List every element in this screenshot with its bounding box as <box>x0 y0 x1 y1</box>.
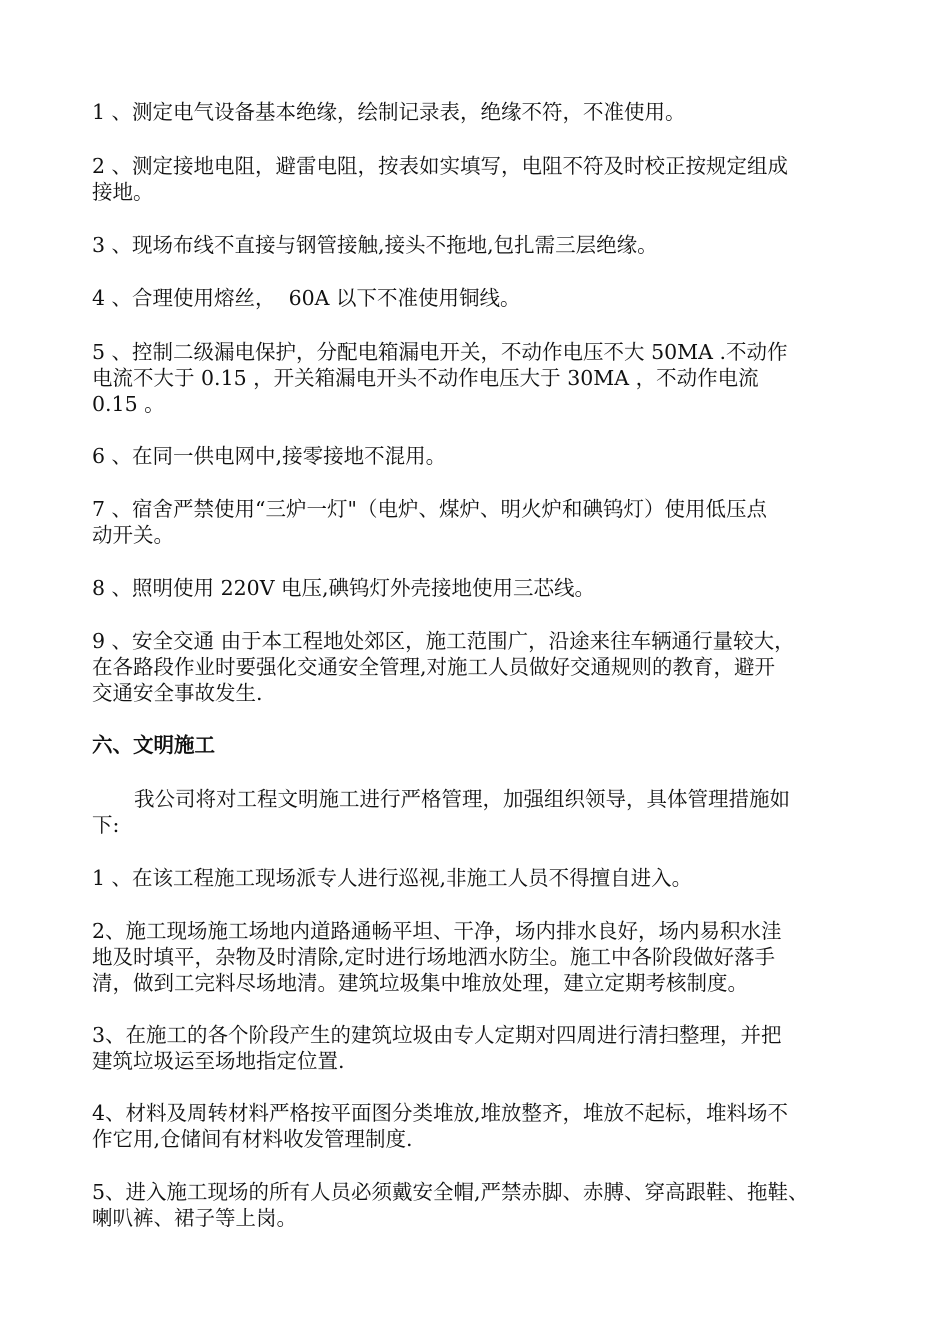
text-line: 4 、合理使用熔丝， 60A 以下不准使用铜线。 <box>92 286 521 310</box>
section-heading <box>92 732 867 758</box>
text-line: 交通安全事故发生. <box>92 681 263 705</box>
text-line: 5 、控制二级漏电保护，分配电箱漏电开关，不动作电压不大 50MA .不动作 <box>92 340 788 364</box>
list-item <box>92 153 867 205</box>
list-item <box>92 1179 867 1231</box>
list-item <box>92 285 867 311</box>
text-line: 2、施工现场施工场地内道路通畅平坦、干净，场内排水良好，场内易积水洼 <box>92 919 782 943</box>
text-line: 动开关。 <box>92 523 174 547</box>
list-item <box>92 99 867 125</box>
text-line: 喇叭裤、裙子等上岗。 <box>92 1206 297 1230</box>
text-line: 5、进入施工现场的所有人员必须戴安全帽,严禁赤脚、赤膊、穿高跟鞋、拖鞋、 <box>92 1180 809 1204</box>
list-item <box>92 575 867 601</box>
list-item <box>92 232 867 258</box>
text-line: 4、材料及周转材料严格按平面图分类堆放,堆放整齐，堆放不起标，堆料场不 <box>92 1101 789 1125</box>
text-line: 3 、现场布线不直接与钢管接触,接头不拖地,包扎需三层绝缘。 <box>92 233 658 257</box>
list-item <box>92 339 867 417</box>
text-line: 9 、安全交通 由于本工程地处郊区，施工范围广，沿途来往车辆通行量较大， <box>92 629 795 653</box>
intro-paragraph <box>92 786 867 838</box>
text-line: 我公司将对工程文明施工进行严格管理，加强组织领导，具体管理措施如 <box>134 787 790 811</box>
list-item <box>92 1100 867 1152</box>
text-line: 1 、在该工程施工现场派专人进行巡视,非施工人员不得擅自进入。 <box>92 866 693 890</box>
text-line: 0.15 。 <box>92 392 165 416</box>
list-item <box>92 443 867 469</box>
list-item <box>92 918 867 996</box>
text-line: 清，做到工完料尽场地清。建筑垃圾集中堆放处理，建立定期考核制度。 <box>92 971 748 995</box>
list-item <box>92 628 867 706</box>
list-item <box>92 496 867 548</box>
text-line: 6 、在同一供电网中,接零接地不混用。 <box>92 444 447 468</box>
list-item <box>92 865 867 891</box>
list-item <box>92 1022 867 1074</box>
text-line: 8 、照明使用 220V 电压,碘钨灯外壳接地使用三芯线。 <box>92 576 596 600</box>
text-line: 作它用,仓储间有材料收发管理制度. <box>92 1127 413 1151</box>
text-line: 1 、测定电气设备基本绝缘，绘制记录表，绝缘不符，不准使用。 <box>92 100 686 124</box>
text-line: 3、在施工的各个阶段产生的建筑垃圾由专人定期对四周进行清扫整理，并把 <box>92 1023 782 1047</box>
text-line: 在各路段作业时要强化交通安全管理,对施工人员做好交通规则的教育，避开 <box>92 655 776 679</box>
text-line: 下: <box>92 813 120 837</box>
text-line: 地及时填平，杂物及时清除,定时进行场地洒水防尘。施工中各阶段做好落手 <box>92 945 776 969</box>
text-line: 7 、宿舍严禁使用“三炉一灯"（电炉、煤炉、明火炉和碘钨灯）使用低压点 <box>92 497 767 521</box>
text-line: 2 、测定接地电阻，避雷电阻，按表如实填写，电阻不符及时校正按规定组成 <box>92 154 789 178</box>
text-line: 接地。 <box>92 180 154 204</box>
text-line: 建筑垃圾运至场地指定位置. <box>92 1049 345 1073</box>
heading-text: 六、文明施工 <box>92 733 215 757</box>
text-line: 电流不大于 0.15 ，开关箱漏电开头不动作电压大于 30MA ，不动作电流 <box>92 366 759 390</box>
